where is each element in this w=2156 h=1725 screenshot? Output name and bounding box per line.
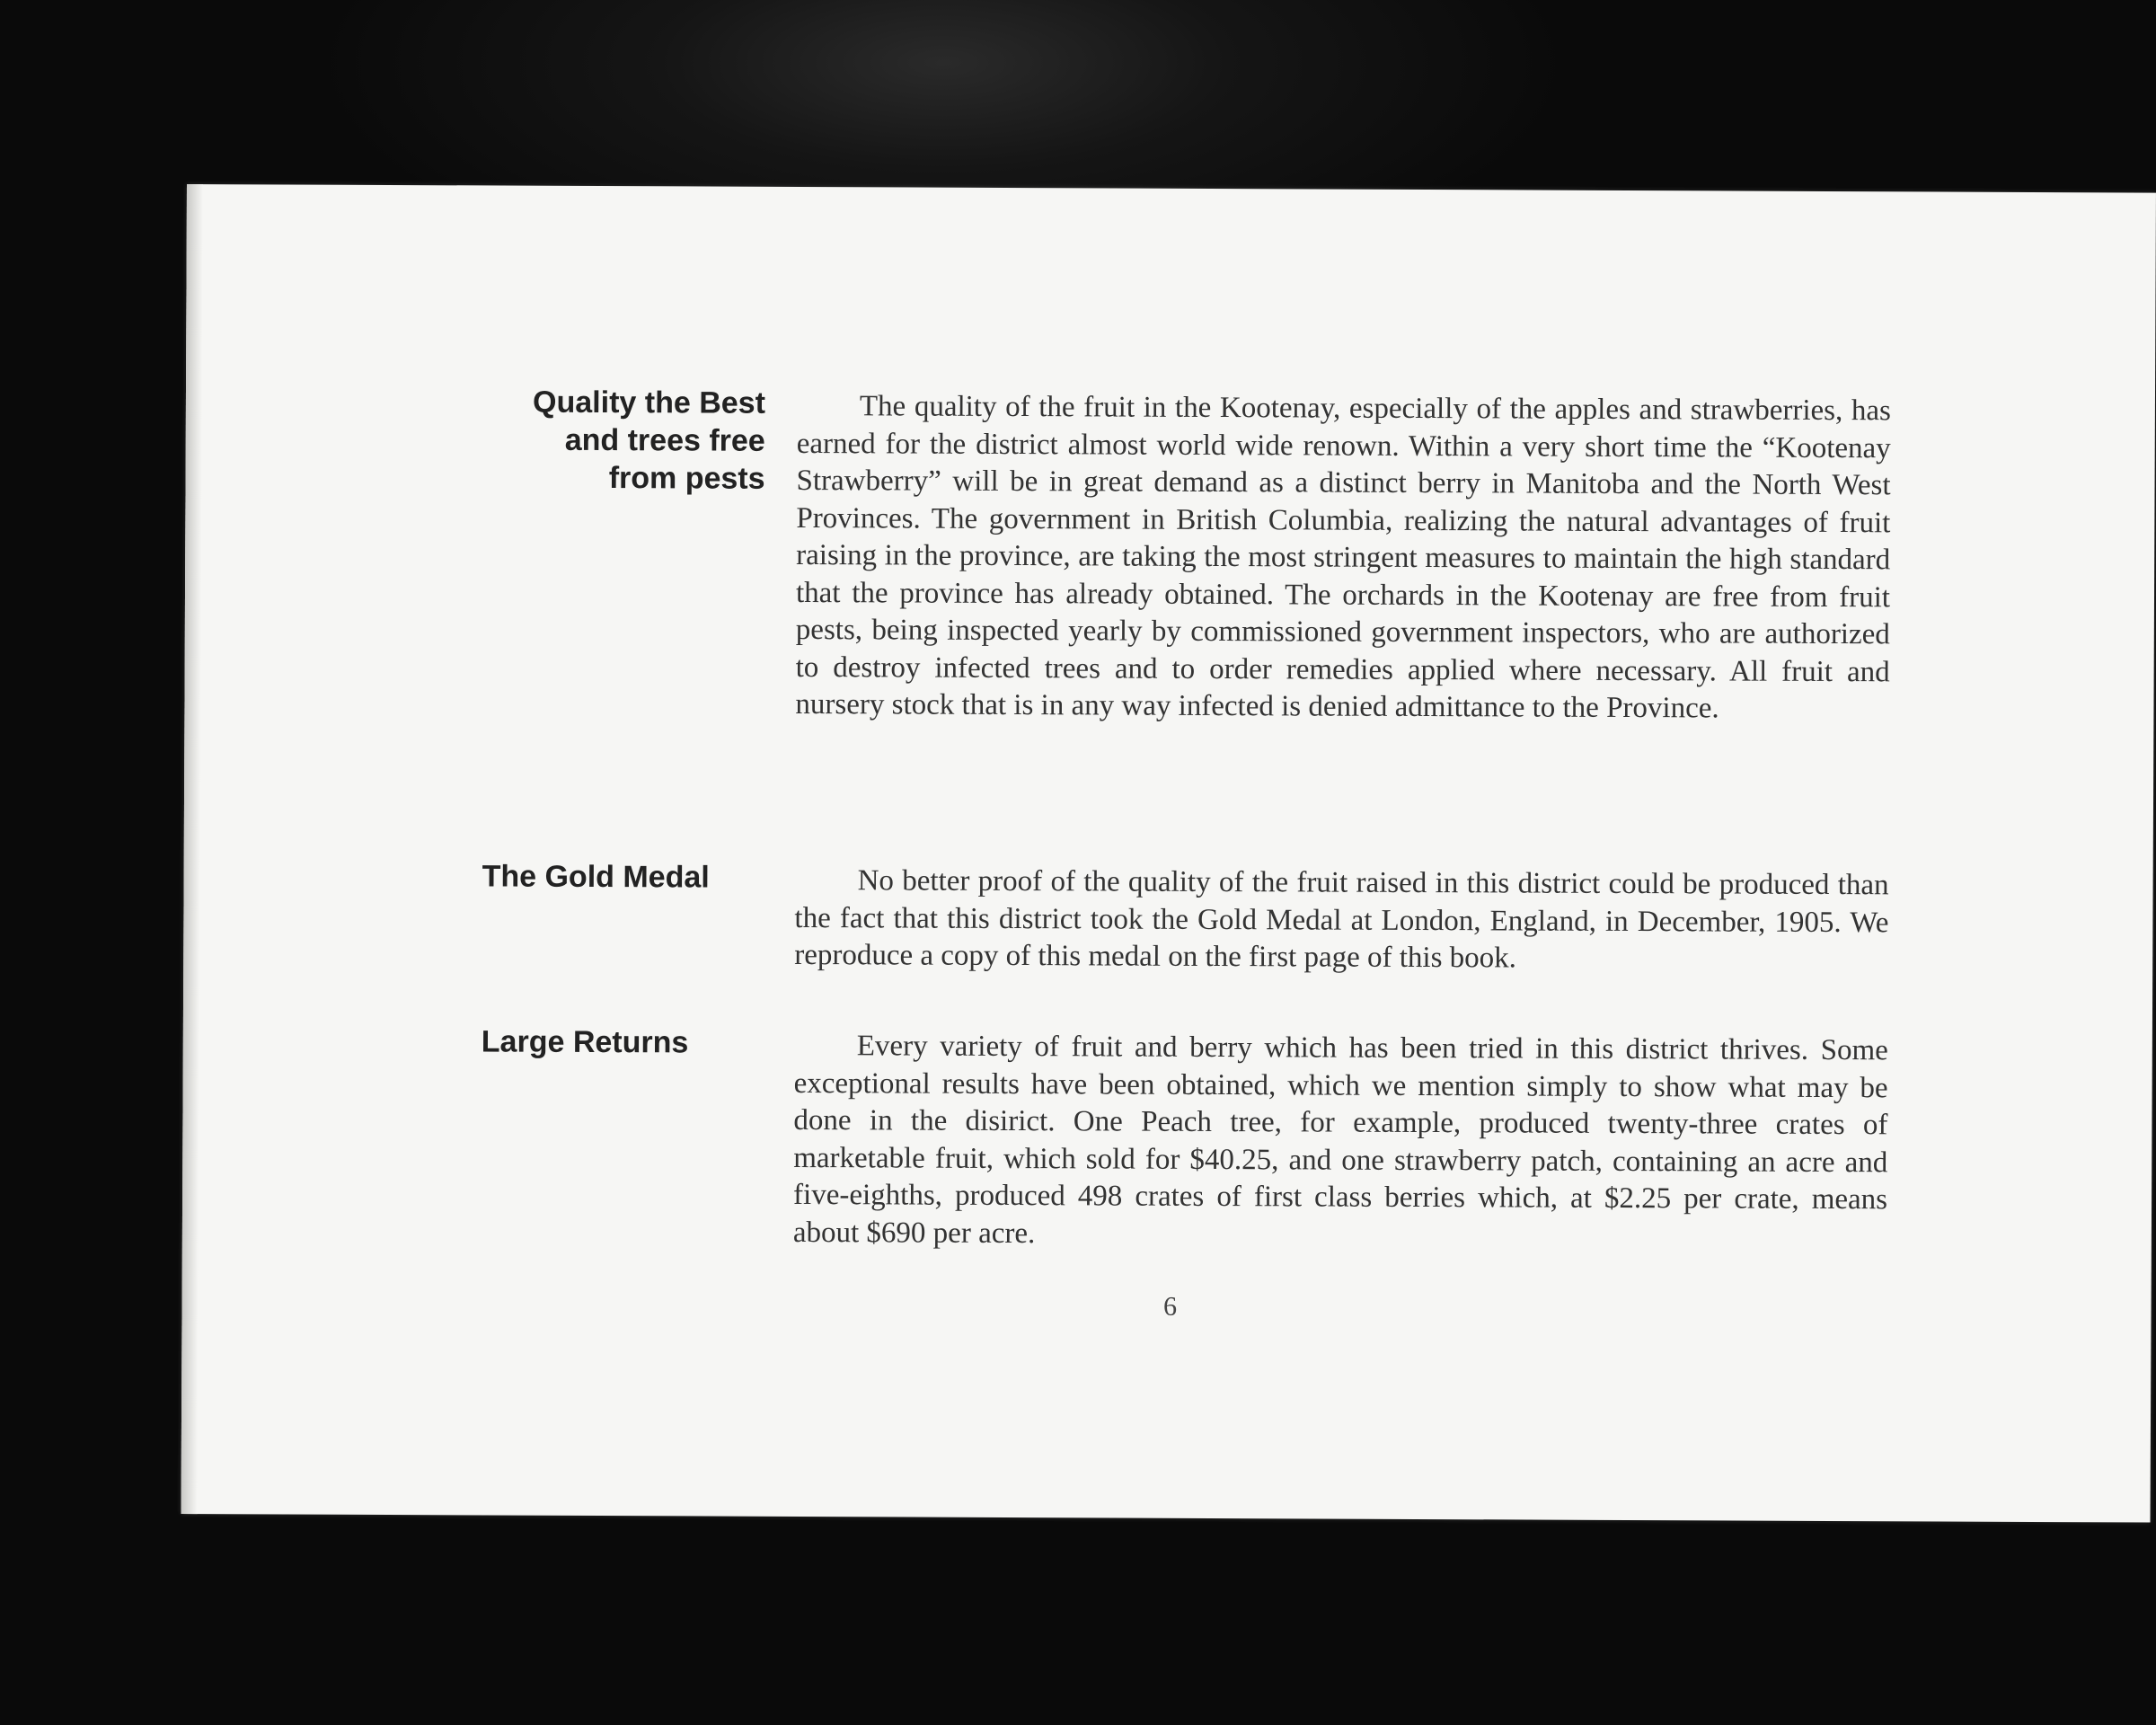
margin-heading-large-returns: Large Returns — [481, 1024, 689, 1060]
section-large-returns — [183, 1022, 2152, 1250]
margin-heading-quality: Quality the Best and trees free from pests — [533, 385, 766, 496]
margin-heading-gold-medal: The Gold Medal — [482, 859, 710, 895]
section-quality — [186, 382, 2155, 725]
section-gold-medal — [184, 856, 2153, 975]
paragraph-large-returns: Every variety of fruit and berry which has been tried in this district thrives. Some exceptional results have been obtained, which we mention simply to show what may be done in the disirict. One Peach tree, for example, produced twenty-three crates of marketable fruit, which sold for $40.25, and one strawberry patch, containing an acre and five-eighths, produced 498 crates of first class berries which, at $2.25 per crate, means about $690 per acre. — [792, 1030, 1888, 1250]
paragraph-quality: The quality of the fruit in the Kootenay, especially of the apples and strawberries, has earned for the district almost world wide renown. Within a very short time the “Kootenay Strawberry” will be in great demand as a distinct berry in Manitoba and the North West Provinces. The government in British Columbia, realizing the natural advantages of fruit raising in the province, are taking the most stringent measures to maintain the high standard that the province has already obtained. The orchards in the Kootenay are free from fruit pests, being inspected yearly by commissioned government inspectors, who are authorized to destroy infected trees and to order remedies applied where necessary. All fruit and nursery stock that is in any way infected is denied admittance to the Province. — [795, 390, 1891, 725]
book-page — [181, 184, 2156, 1523]
page-number: 6 — [1162, 1291, 1178, 1322]
paragraph-gold-medal: No better proof of the quality of the fruit raised in this district could be produced than the fact that this district took the Gold Medal at London, England, in December, 1905. We reproduce a copy of this medal on the first page of this book. — [794, 864, 1889, 975]
